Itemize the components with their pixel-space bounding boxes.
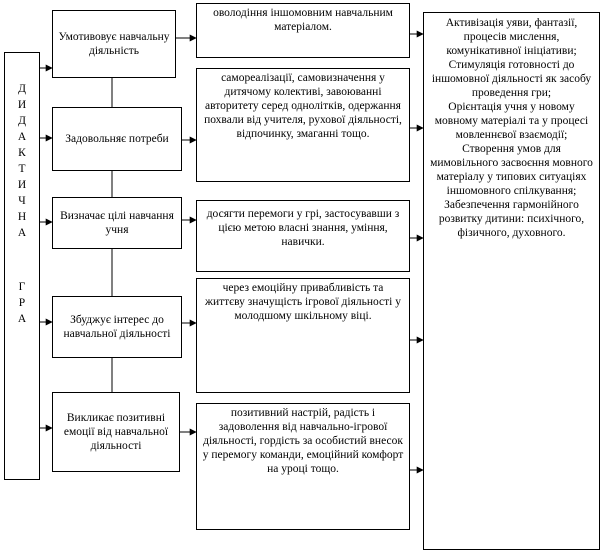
outcome-box [423,12,600,550]
root-letter: И [17,179,27,191]
function-box-1 [52,10,176,78]
function-label: Викликає позитивні емоції від навчальної діяльності [63,412,169,452]
function-box-3 [52,197,182,249]
root-letter: Г [18,281,26,293]
function-box-5 [52,392,180,472]
function-label: Збуджує інтерес до навчальної діяльності [63,314,171,340]
root-letter: А [17,131,27,143]
detail-box-1 [196,3,410,58]
root-letter: Н [17,211,27,223]
outcome-item-2: Стимуляція готовності до іншомовної діяльності як засобу проведення гри; [431,59,592,99]
root-letter: К [18,147,26,159]
detail-text: через емоційну привабливість та життєву значущість ігрової діяльності у молодшому шкільному віці. [205,282,401,322]
function-box-2 [52,107,182,171]
root-letter: Ч [18,195,26,207]
outcome-item-3: Орієнтація учня у новому мовному матеріалі та у процесі мовленнєвої взаємодії; [434,101,589,141]
root-letter: И [17,99,27,111]
outcome-item-4: Створення умов для мимовільного засвоєння мовного матеріалу у типових ситуаціях іншомовного спілкування; [430,143,593,197]
detail-box-3 [196,200,410,272]
detail-text: досягти перемоги у грі, застосувавши з цією метою власні знання, уміння, навички. [206,208,400,248]
root-letter: Т [18,163,26,175]
detail-box-2 [196,68,410,182]
root-box-didactic-game [4,52,40,480]
outcome-item-1: Активізація уяви, фантазії, процесів мислення, комунікативної ініціативи; [445,17,578,57]
function-label: Визначає цілі навчання учня [60,210,174,236]
detail-box-5 [196,403,410,530]
detail-text: оволодіння іншомовним навчальним матеріалом. [213,7,393,33]
root-letter: Д [18,83,26,95]
detail-text: позитивний настрій, радість і задоволення від навчально-ігрової діяльності, гордість за особистий внесок у перемогу команди, емоційний комфорт на уроці тощо. [202,407,404,475]
outcome-item-5: Забезпечення гармонійного розвитку дитини: психічного, фізичного, духовного. [438,199,585,239]
root-letter: А [17,227,27,239]
root-letter: Р [18,297,26,309]
root-letter: А [17,313,27,325]
root-letter: Д [18,115,26,127]
function-box-4 [52,296,182,358]
detail-box-4 [196,278,410,393]
function-label: Задовольняє потреби [65,133,169,145]
detail-text: самореалізації, самовизначення у дитячому колективі, завоюванні авторитету серед однолітків, одержання похвали від учителя, рухової діяльності, відпочинку, змаганні тощо. [204,72,402,140]
function-label: Умотивовує навчальну діяльність [58,31,170,57]
